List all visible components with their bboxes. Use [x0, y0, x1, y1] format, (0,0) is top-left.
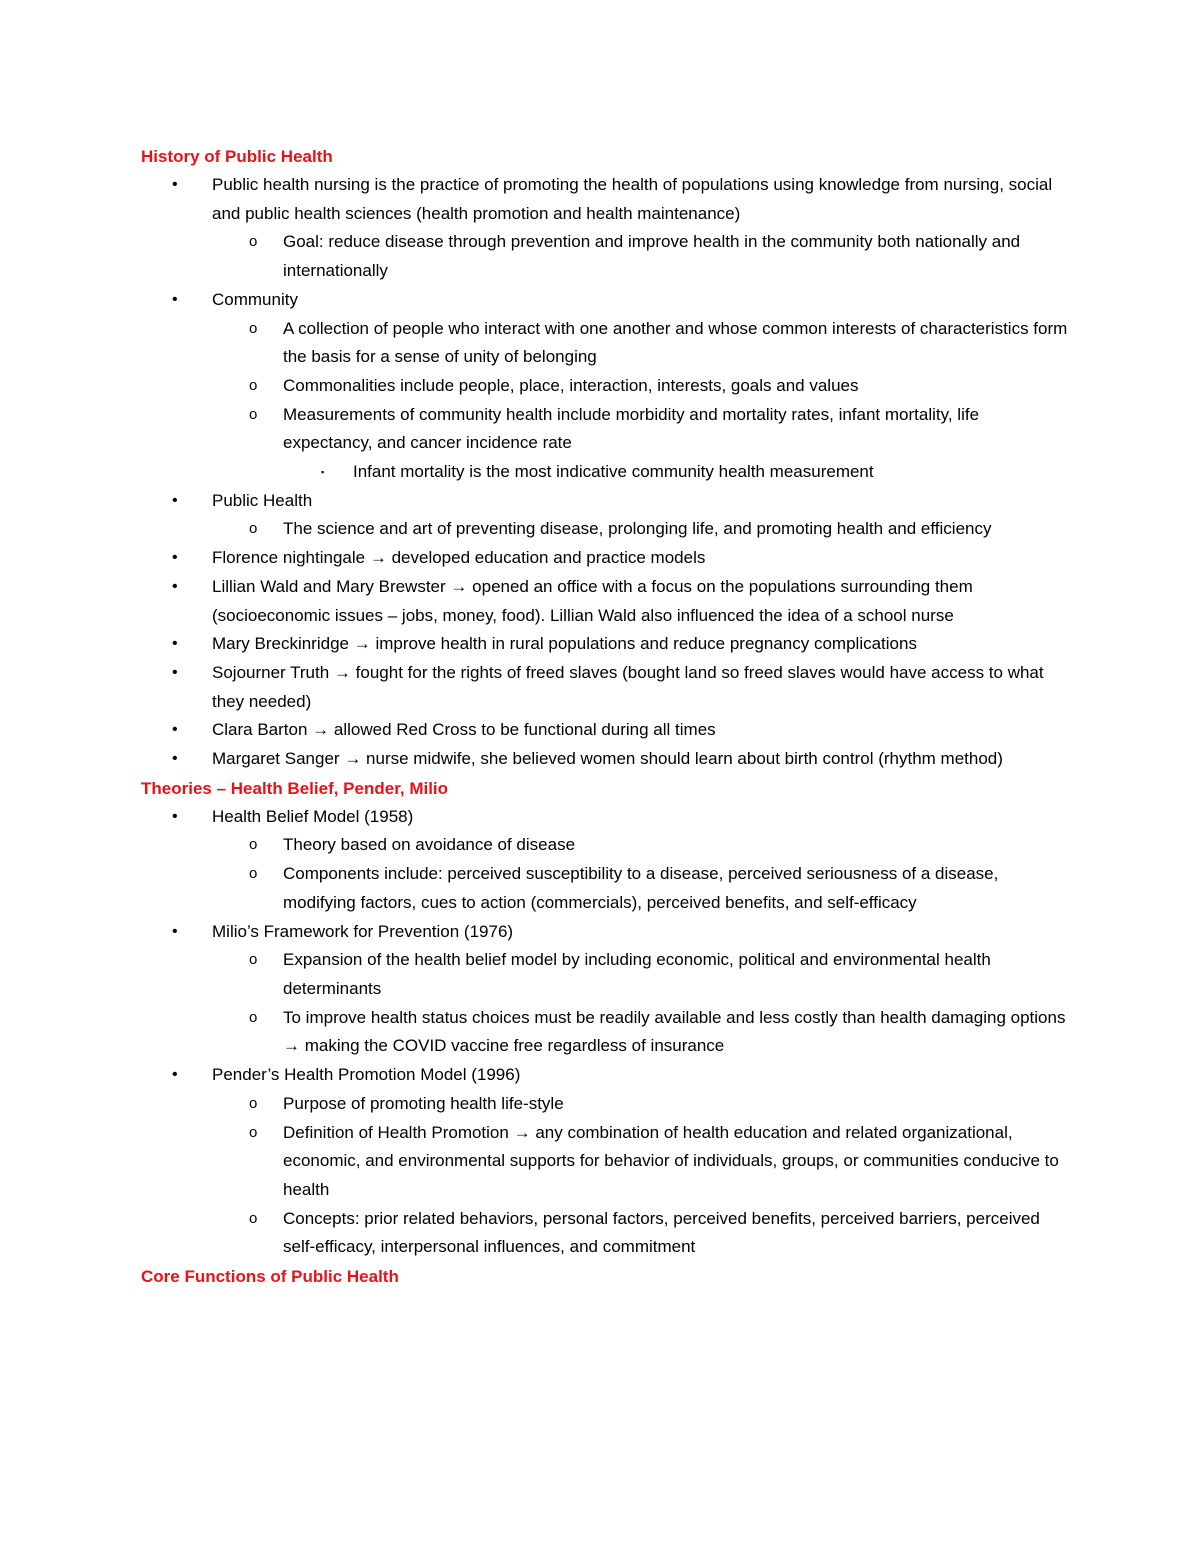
- list-item-text: Health Belief Model (1958): [212, 806, 414, 826]
- list-item-text: Sojourner Truth: [212, 662, 330, 682]
- list-item-level-2: [141, 515, 1071, 544]
- list-item-text: The science and art of preventing disease, prolonging life, and promoting health and efficiency: [283, 519, 992, 539]
- list-item-text-continued: making the COVID vaccine free regardless of insurance: [304, 1036, 725, 1056]
- list-item-text: Concepts: prior related behaviors, personal factors, perceived benefits, perceived barriers, perceived self-efficacy, interpersonal influences, and commitment: [283, 1208, 1040, 1257]
- list-item-level-2: [141, 860, 1071, 917]
- circle-bullet-icon: o: [249, 319, 258, 337]
- list-item-level-1: [141, 659, 1071, 716]
- circle-bullet-icon: o: [249, 1209, 258, 1227]
- list-item-text: Lillian Wald and Mary Brewster: [212, 576, 446, 596]
- list-item-text-continued: allowed Red Cross to be functional during all times: [333, 720, 716, 740]
- list-item-level-2: [141, 1205, 1071, 1262]
- list-item-level-1: [141, 745, 1071, 774]
- section-heading: Theories – Health Belief, Pender, Milio: [141, 778, 449, 798]
- circle-bullet-icon: o: [249, 951, 258, 969]
- list-item-level-2: [141, 946, 1071, 1003]
- list-item-level-1: [141, 286, 1071, 315]
- list-item-text-continued: any combination of health education and related organizational, economic, and environmental supports for behavior of individuals, groups, or communities conducive to health: [283, 1122, 1059, 1199]
- list-item-level-2: [141, 401, 1071, 458]
- list-item-text: Clara Barton: [212, 720, 308, 740]
- list-item-text: Purpose of promoting health life-style: [283, 1093, 564, 1113]
- bullet-icon: •: [172, 176, 178, 193]
- circle-bullet-icon: o: [249, 405, 258, 423]
- document-content: [141, 142, 1071, 1291]
- list-item-text: Florence nightingale: [212, 548, 366, 568]
- list-item-text-continued: improve health in rural populations and reduce pregnancy complications: [375, 634, 917, 654]
- list-item-text: Components include: perceived susceptibility to a disease, perceived seriousness of a disease, modifying factors, cues to action (commercials), perceived benefits, and self-efficacy: [283, 864, 999, 912]
- circle-bullet-icon: o: [249, 836, 258, 854]
- bullet-icon: •: [172, 290, 178, 308]
- arrow-right-icon: →: [312, 720, 330, 740]
- list-item-level-1: [141, 918, 1071, 947]
- list-item-text-continued: fought for the rights of freed slaves (bought land so freed slaves would have access to what they needed): [212, 662, 1044, 711]
- list-item-text: Definition of Health Promotion: [283, 1122, 509, 1142]
- arrow-right-icon: →: [333, 662, 351, 682]
- bullet-icon: •: [172, 1066, 178, 1084]
- list-item-level-2: [141, 1119, 1071, 1205]
- arrow-right-icon: →: [344, 749, 362, 769]
- bullet-icon: •: [172, 721, 178, 739]
- list-item-text: Public Health: [212, 490, 313, 510]
- list-item-level-1: [141, 487, 1071, 516]
- list-item-level-1: [141, 630, 1071, 659]
- list-item-level-3: [141, 458, 1071, 487]
- circle-bullet-icon: o: [249, 865, 258, 883]
- list-item-text: Goal: reduce disease through prevention and improve health in the community both nationally and internationally: [283, 232, 1021, 281]
- list-item-level-1: [141, 803, 1071, 832]
- list-item-level-1: [141, 573, 1071, 630]
- list-item-text: Pender’s Health Promotion Model (1996): [212, 1065, 521, 1085]
- list-item-text-continued: opened an office with a focus on the populations surrounding them (socioeconomic issues – jobs, money, food). Lillian Wald also influenced the idea of a school nurse: [212, 576, 973, 625]
- arrow-right-icon: →: [353, 634, 371, 654]
- bullet-icon: •: [172, 922, 178, 940]
- bullet-icon: •: [172, 577, 178, 595]
- arrow-right-icon: →: [513, 1122, 531, 1142]
- circle-bullet-icon: o: [249, 1008, 258, 1026]
- section-heading: History of Public Health: [141, 147, 333, 166]
- list-item-text-continued: developed education and practice models: [391, 548, 706, 568]
- list-item-text: A collection of people who interact with one another and whose common interests of characteristics form the basis for a sense of unity of belonging: [283, 318, 1068, 367]
- circle-bullet-icon: o: [249, 1094, 258, 1112]
- list-item-text: Measurements of community health include morbidity and mortality rates, infant mortality, life expectancy, and cancer incidence rate: [283, 404, 980, 453]
- circle-bullet-icon: o: [249, 376, 258, 394]
- circle-bullet-icon: o: [249, 1123, 258, 1141]
- list-item-text: Community: [212, 289, 298, 309]
- bullet-icon: •: [172, 635, 178, 653]
- list-item-text: Expansion of the health belief model by including economic, political and environmental health determinants: [283, 950, 991, 998]
- list-item-text: Theory based on avoidance of disease: [283, 835, 576, 855]
- circle-bullet-icon: o: [249, 520, 258, 538]
- section-heading: Core Functions of Public Health: [141, 1267, 399, 1287]
- list-item-level-1: [141, 716, 1071, 745]
- bullet-icon: •: [172, 663, 178, 681]
- arrow-right-icon: →: [283, 1036, 300, 1056]
- list-item-level-1: [141, 1061, 1071, 1090]
- list-item-level-1: [141, 171, 1071, 228]
- arrow-right-icon: →: [450, 576, 468, 596]
- square-bullet-icon: ▪: [321, 467, 325, 478]
- list-item-text: To improve health status choices must be readily available and less costly than health damaging options: [283, 1007, 1066, 1027]
- list-item-level-2: [141, 228, 1071, 285]
- bullet-icon: •: [172, 807, 178, 825]
- list-item-level-2: [141, 831, 1071, 860]
- list-item-text: Milio’s Framework for Prevention (1976): [212, 921, 514, 941]
- bullet-icon: •: [172, 750, 178, 768]
- circle-bullet-icon: o: [249, 233, 258, 251]
- list-item-text: Margaret Sanger: [212, 749, 340, 769]
- bullet-icon: •: [172, 549, 178, 567]
- list-item-level-2: [141, 1004, 1071, 1061]
- list-item-text: Mary Breckinridge: [212, 634, 349, 654]
- arrow-right-icon: →: [369, 548, 387, 568]
- list-item-level-1: [141, 544, 1071, 573]
- list-item-level-2: [141, 1090, 1071, 1119]
- list-item-text: Infant mortality is the most indicative community health measurement: [353, 462, 874, 482]
- list-item-level-2: [141, 315, 1071, 372]
- list-item-text-continued: nurse midwife, she believed women should learn about birth control (rhythm method): [366, 749, 1003, 769]
- list-item-text: Public health nursing is the practice of promoting the health of populations using knowledge from nursing, social and public health sciences (health promotion and health maintenance): [212, 175, 1053, 223]
- list-item-text: Commonalities include people, place, interaction, interests, goals and values: [283, 375, 859, 395]
- list-item-level-2: [141, 372, 1071, 401]
- bullet-icon: •: [172, 491, 178, 509]
